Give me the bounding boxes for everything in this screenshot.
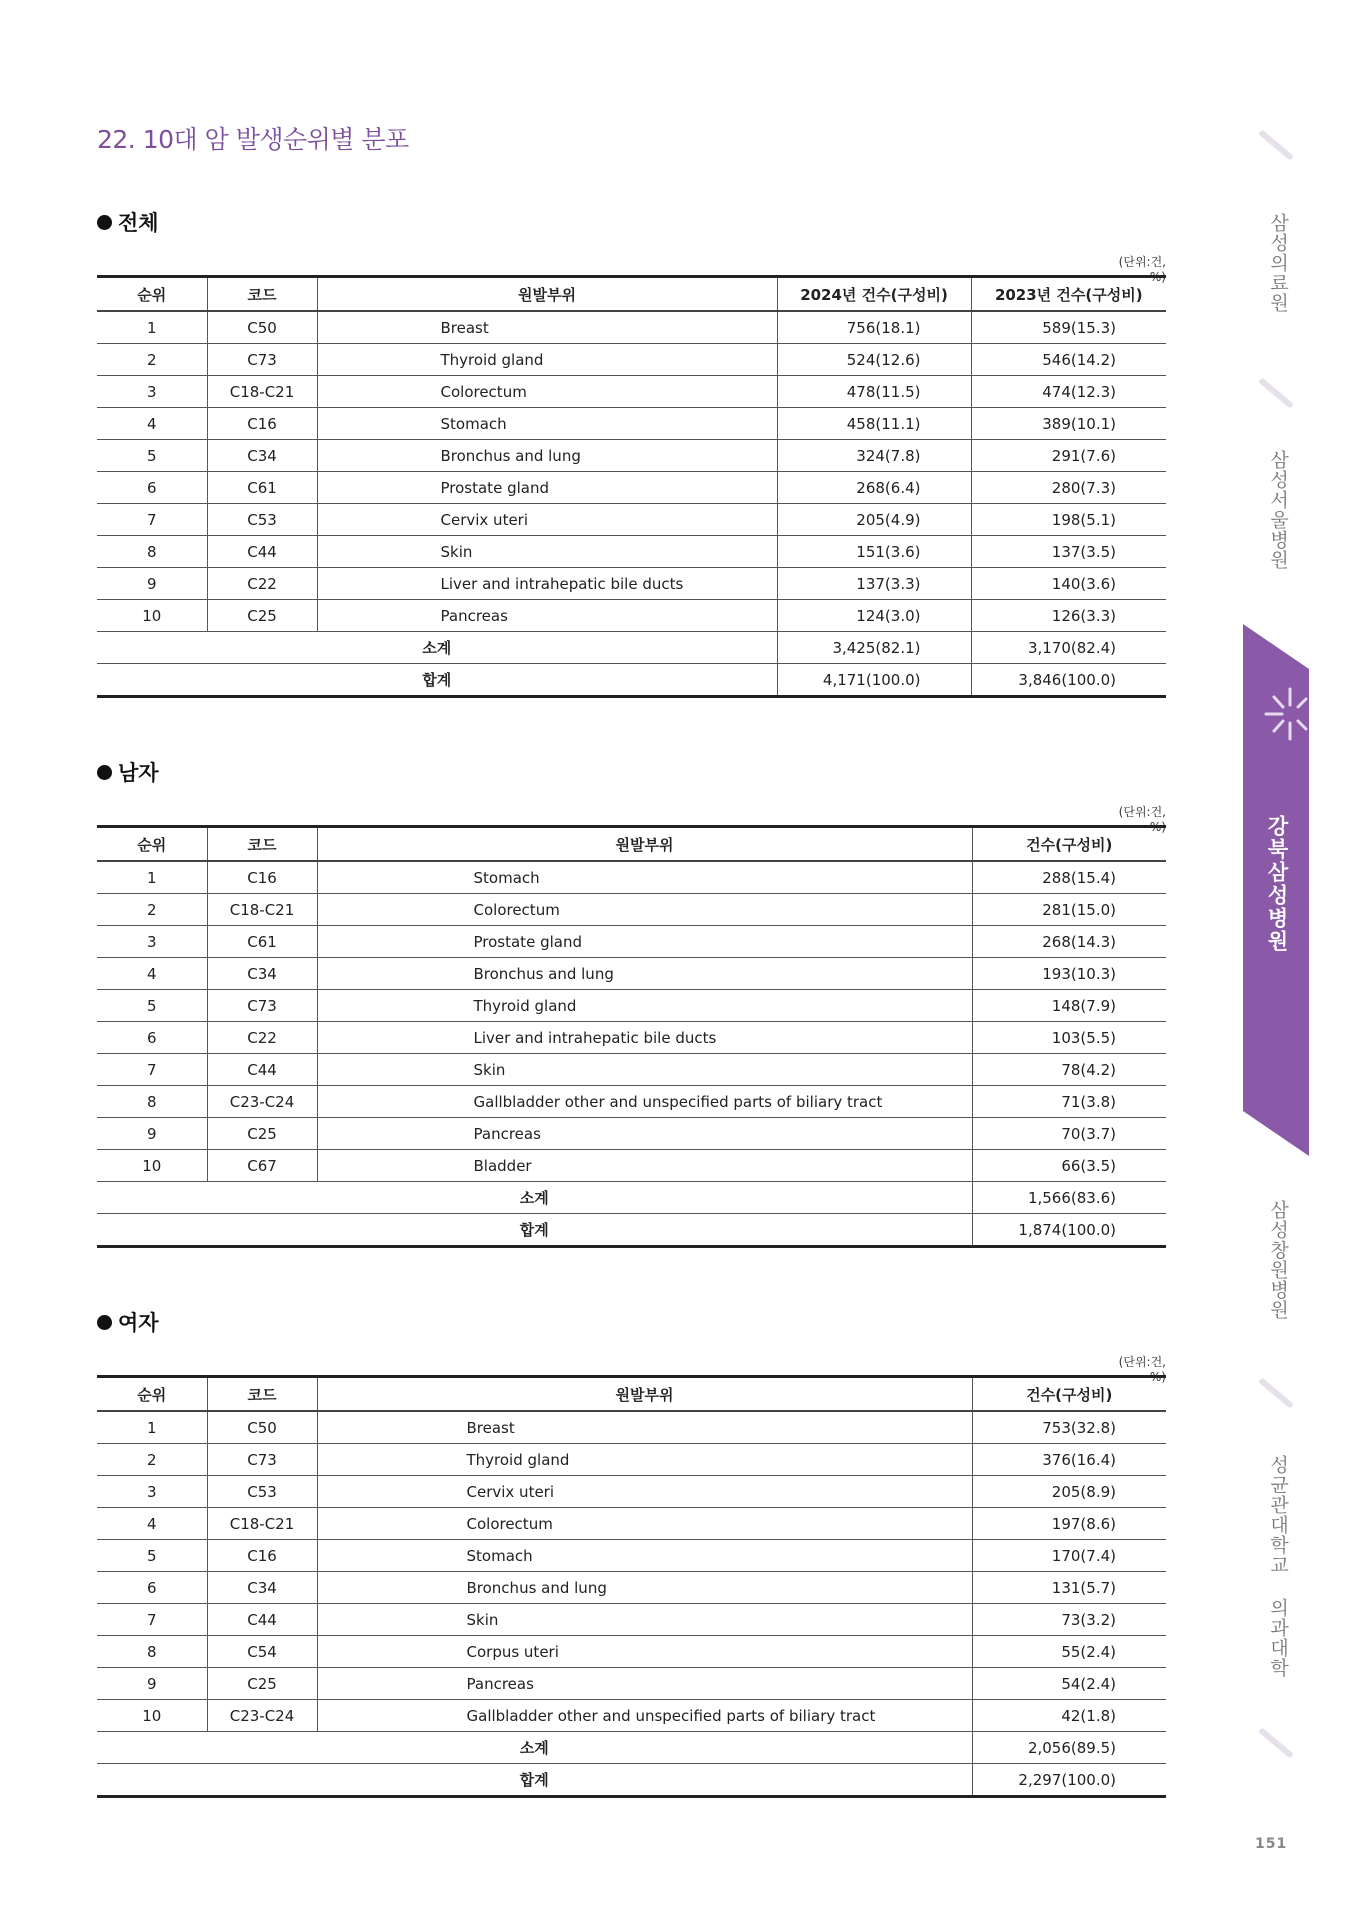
value-cell: 78(4.2)	[972, 1054, 1166, 1086]
value-cell: 324(7.8)	[777, 440, 971, 472]
code-cell: C61	[207, 926, 317, 958]
bullet-icon	[97, 765, 112, 780]
table-row	[97, 1476, 1166, 1508]
code-cell: C50	[207, 1411, 317, 1444]
sparkle-icon	[1262, 685, 1308, 743]
slash-decoration	[1258, 1727, 1294, 1759]
site-cell: Prostate gland	[317, 472, 777, 504]
code-cell: C44	[207, 1604, 317, 1636]
code-cell: C16	[207, 408, 317, 440]
site-cell: Stomach	[317, 861, 972, 894]
rank-cell: 1	[97, 311, 207, 344]
rank-cell: 1	[97, 1411, 207, 1444]
value-cell: 71(3.8)	[972, 1086, 1166, 1118]
rank-cell: 9	[97, 1668, 207, 1700]
total-value: 1,874(100.0)	[972, 1214, 1166, 1247]
value-cell: 70(3.7)	[972, 1118, 1166, 1150]
table-row	[97, 1150, 1166, 1182]
site-cell: Liver and intrahepatic bile ducts	[317, 1022, 972, 1054]
site-cell: Skin	[317, 1604, 972, 1636]
rank-cell: 4	[97, 958, 207, 990]
code-cell: C73	[207, 344, 317, 376]
site-cell: Pancreas	[317, 600, 777, 632]
site-cell: Skin	[317, 536, 777, 568]
code-cell: C16	[207, 1540, 317, 1572]
value-cell: 524(12.6)	[777, 344, 971, 376]
rank-cell: 10	[97, 1150, 207, 1182]
rank-cell: 6	[97, 1022, 207, 1054]
rank-cell: 4	[97, 1508, 207, 1540]
code-cell: C53	[207, 1476, 317, 1508]
site-cell: Stomach	[317, 1540, 972, 1572]
rank-cell: 3	[97, 926, 207, 958]
code-cell: C73	[207, 1444, 317, 1476]
value-cell: 376(16.4)	[972, 1444, 1166, 1476]
total-row	[97, 1764, 1166, 1797]
value-cell: 268(14.3)	[972, 926, 1166, 958]
table-header-row	[97, 827, 1166, 862]
site-cell: Gallbladder other and unspecified parts of biliary tract	[317, 1700, 972, 1732]
site-cell: Prostate gland	[317, 926, 972, 958]
value-cell: 126(3.3)	[971, 600, 1166, 632]
code-cell: C23-C24	[207, 1086, 317, 1118]
total-value: 2,297(100.0)	[972, 1764, 1166, 1797]
value-cell: 137(3.5)	[971, 536, 1166, 568]
table-row	[97, 990, 1166, 1022]
code-cell: C18-C21	[207, 1508, 317, 1540]
code-cell: C25	[207, 1668, 317, 1700]
site-cell: Pancreas	[317, 1668, 972, 1700]
value-cell: 54(2.4)	[972, 1668, 1166, 1700]
site-cell: Colorectum	[317, 376, 777, 408]
site-cell: Colorectum	[317, 1508, 972, 1540]
site-cell: Stomach	[317, 408, 777, 440]
value-cell: 478(11.5)	[777, 376, 971, 408]
header-2023: 2023년 건수(구성비)	[971, 277, 1166, 312]
table-row	[97, 376, 1166, 408]
subtotal-label: 소계	[97, 632, 777, 664]
table-row	[97, 1604, 1166, 1636]
site-cell: Cervix uteri	[317, 1476, 972, 1508]
total-label: 합계	[97, 664, 777, 697]
value-cell: 73(3.2)	[972, 1604, 1166, 1636]
code-cell: C18-C21	[207, 894, 317, 926]
rank-cell: 5	[97, 990, 207, 1022]
male-table	[97, 825, 1166, 1248]
header-code: 코드	[207, 827, 317, 862]
table-row	[97, 311, 1166, 344]
table-row	[97, 1054, 1166, 1086]
value-cell: 280(7.3)	[971, 472, 1166, 504]
value-cell: 205(8.9)	[972, 1476, 1166, 1508]
value-cell: 42(1.8)	[972, 1700, 1166, 1732]
value-cell: 137(3.3)	[777, 568, 971, 600]
table-row	[97, 1118, 1166, 1150]
subtotal-row	[97, 1732, 1166, 1764]
subtotal-label: 소계	[97, 1182, 972, 1214]
value-cell: 458(11.1)	[777, 408, 971, 440]
code-cell: C67	[207, 1150, 317, 1182]
value-cell: 193(10.3)	[972, 958, 1166, 990]
table-row	[97, 408, 1166, 440]
site-cell: Thyroid gland	[317, 344, 777, 376]
site-cell: Breast	[317, 1411, 972, 1444]
subtotal-value: 1,566(83.6)	[972, 1182, 1166, 1214]
value-cell: 198(5.1)	[971, 504, 1166, 536]
value-cell: 546(14.2)	[971, 344, 1166, 376]
value-cell: 103(5.5)	[972, 1022, 1166, 1054]
total-row	[97, 664, 1166, 697]
code-cell: C73	[207, 990, 317, 1022]
value-cell: 281(15.0)	[972, 894, 1166, 926]
site-cell: Bronchus and lung	[317, 1572, 972, 1604]
total-table	[97, 275, 1166, 698]
subtotal-row	[97, 632, 1166, 664]
table-header-row	[97, 277, 1166, 312]
header-rank: 순위	[97, 1377, 207, 1412]
unit-note: (단위:건, %)	[1118, 805, 1166, 834]
bullet-icon	[97, 215, 112, 230]
table-row	[97, 894, 1166, 926]
value-cell: 288(15.4)	[972, 861, 1166, 894]
header-count: 건수(구성비)	[972, 827, 1166, 862]
header-code: 코드	[207, 277, 317, 312]
header-site: 원발부위	[317, 277, 777, 312]
site-cell: Breast	[317, 311, 777, 344]
section-heading-female	[97, 1307, 159, 1337]
site-cell: Corpus uteri	[317, 1636, 972, 1668]
value-cell: 66(3.5)	[972, 1150, 1166, 1182]
section-heading-male	[97, 757, 159, 787]
table-row	[97, 1668, 1166, 1700]
code-cell: C22	[207, 1022, 317, 1054]
value-cell: 389(10.1)	[971, 408, 1166, 440]
code-cell: C23-C24	[207, 1700, 317, 1732]
value-cell: 131(5.7)	[972, 1572, 1166, 1604]
site-cell: Gallbladder other and unspecified parts of biliary tract	[317, 1086, 972, 1118]
rank-cell: 5	[97, 440, 207, 472]
code-cell: C25	[207, 600, 317, 632]
rank-cell: 8	[97, 1086, 207, 1118]
table-row	[97, 958, 1166, 990]
table-row	[97, 1444, 1166, 1476]
table-row	[97, 1086, 1166, 1118]
code-cell: C53	[207, 504, 317, 536]
rank-cell: 6	[97, 472, 207, 504]
rank-cell: 7	[97, 1604, 207, 1636]
section-heading-label: 여자	[118, 1311, 159, 1335]
table-row	[97, 1572, 1166, 1604]
sidebar-item-skku-medicine[interactable]: 성균관대학교 의과대학	[1267, 1455, 1289, 1678]
rank-cell: 7	[97, 504, 207, 536]
total-label: 합계	[97, 1764, 972, 1797]
slash-decoration	[1258, 377, 1294, 409]
site-cell: Colorectum	[317, 894, 972, 926]
table-header-row	[97, 1377, 1166, 1412]
site-cell: Skin	[317, 1054, 972, 1086]
header-code: 코드	[207, 1377, 317, 1412]
site-cell: Bronchus and lung	[317, 958, 972, 990]
code-cell: C44	[207, 1054, 317, 1086]
value-cell: 589(15.3)	[971, 311, 1166, 344]
section-heading-label: 남자	[118, 761, 159, 785]
site-cell: Bronchus and lung	[317, 440, 777, 472]
value-cell: 474(12.3)	[971, 376, 1166, 408]
rank-cell: 2	[97, 894, 207, 926]
site-cell: Bladder	[317, 1150, 972, 1182]
rank-cell: 4	[97, 408, 207, 440]
bullet-icon	[97, 1315, 112, 1330]
code-cell: C44	[207, 536, 317, 568]
header-count: 건수(구성비)	[972, 1377, 1166, 1412]
subtotal-value: 3,170(82.4)	[971, 632, 1166, 664]
table-row	[97, 1508, 1166, 1540]
rank-cell: 10	[97, 600, 207, 632]
table-row	[97, 568, 1166, 600]
table-row	[97, 440, 1166, 472]
rank-cell: 9	[97, 568, 207, 600]
value-cell: 756(18.1)	[777, 311, 971, 344]
subtotal-value: 2,056(89.5)	[972, 1732, 1166, 1764]
header-rank: 순위	[97, 277, 207, 312]
table-row	[97, 472, 1166, 504]
total-label: 합계	[97, 1214, 972, 1247]
code-cell: C34	[207, 958, 317, 990]
rank-cell: 2	[97, 344, 207, 376]
rank-cell: 7	[97, 1054, 207, 1086]
table-row	[97, 600, 1166, 632]
site-cell: Liver and intrahepatic bile ducts	[317, 568, 777, 600]
sidebar-item-kangbuk-samsung[interactable]: 강북삼성병원	[1265, 815, 1289, 953]
sidebar-item-samsung-medical[interactable]: 삼성의료원	[1267, 213, 1289, 313]
value-cell: 291(7.6)	[971, 440, 1166, 472]
code-cell: C18-C21	[207, 376, 317, 408]
rank-cell: 6	[97, 1572, 207, 1604]
table-row	[97, 926, 1166, 958]
female-table	[97, 1375, 1166, 1798]
subtotal-row	[97, 1182, 1166, 1214]
code-cell: C61	[207, 472, 317, 504]
subtotal-value: 3,425(82.1)	[777, 632, 971, 664]
page-title: 22. 10대 암 발생순위별 분포	[97, 125, 409, 154]
slash-decoration	[1258, 129, 1294, 161]
rank-cell: 9	[97, 1118, 207, 1150]
code-cell: C54	[207, 1636, 317, 1668]
code-cell: C22	[207, 568, 317, 600]
unit-note: (단위:건, %)	[1118, 1355, 1166, 1384]
value-cell: 55(2.4)	[972, 1636, 1166, 1668]
site-cell: Pancreas	[317, 1118, 972, 1150]
site-cell: Cervix uteri	[317, 504, 777, 536]
sidebar-item-samsung-changwon[interactable]: 삼성창원병원	[1267, 1200, 1289, 1320]
header-rank: 순위	[97, 827, 207, 862]
value-cell: 205(4.9)	[777, 504, 971, 536]
rank-cell: 10	[97, 1700, 207, 1732]
value-cell: 197(8.6)	[972, 1508, 1166, 1540]
header-site: 원발부위	[317, 1377, 972, 1412]
value-cell: 753(32.8)	[972, 1411, 1166, 1444]
table-row	[97, 861, 1166, 894]
table-row	[97, 1700, 1166, 1732]
value-cell: 151(3.6)	[777, 536, 971, 568]
page-number: 151	[1255, 1836, 1288, 1852]
rank-cell: 8	[97, 1636, 207, 1668]
rank-cell: 8	[97, 536, 207, 568]
table-row	[97, 504, 1166, 536]
slash-decoration	[1258, 1377, 1294, 1409]
value-cell: 124(3.0)	[777, 600, 971, 632]
unit-note: (단위:건, %)	[1118, 255, 1166, 284]
code-cell: C50	[207, 311, 317, 344]
header-2024: 2024년 건수(구성비)	[777, 277, 971, 312]
value-cell: 140(3.6)	[971, 568, 1166, 600]
code-cell: C16	[207, 861, 317, 894]
code-cell: C25	[207, 1118, 317, 1150]
code-cell: C34	[207, 440, 317, 472]
site-cell: Thyroid gland	[317, 990, 972, 1022]
value-cell: 148(7.9)	[972, 990, 1166, 1022]
header-site: 원발부위	[317, 827, 972, 862]
rank-cell: 5	[97, 1540, 207, 1572]
total-value: 4,171(100.0)	[777, 664, 971, 697]
site-cell: Thyroid gland	[317, 1444, 972, 1476]
table-row	[97, 1636, 1166, 1668]
table-row	[97, 1411, 1166, 1444]
rank-cell: 2	[97, 1444, 207, 1476]
code-cell: C34	[207, 1572, 317, 1604]
section-heading-label: 전체	[118, 211, 159, 235]
rank-cell: 3	[97, 1476, 207, 1508]
total-value: 3,846(100.0)	[971, 664, 1166, 697]
rank-cell: 1	[97, 861, 207, 894]
value-cell: 170(7.4)	[972, 1540, 1166, 1572]
sidebar-item-samsung-seoul[interactable]: 삼성서울병원	[1267, 450, 1289, 570]
table-row	[97, 1540, 1166, 1572]
subtotal-label: 소계	[97, 1732, 972, 1764]
table-row	[97, 536, 1166, 568]
value-cell: 268(6.4)	[777, 472, 971, 504]
table-row	[97, 344, 1166, 376]
rank-cell: 3	[97, 376, 207, 408]
total-row	[97, 1214, 1166, 1247]
table-row	[97, 1022, 1166, 1054]
section-heading-total	[97, 207, 159, 237]
